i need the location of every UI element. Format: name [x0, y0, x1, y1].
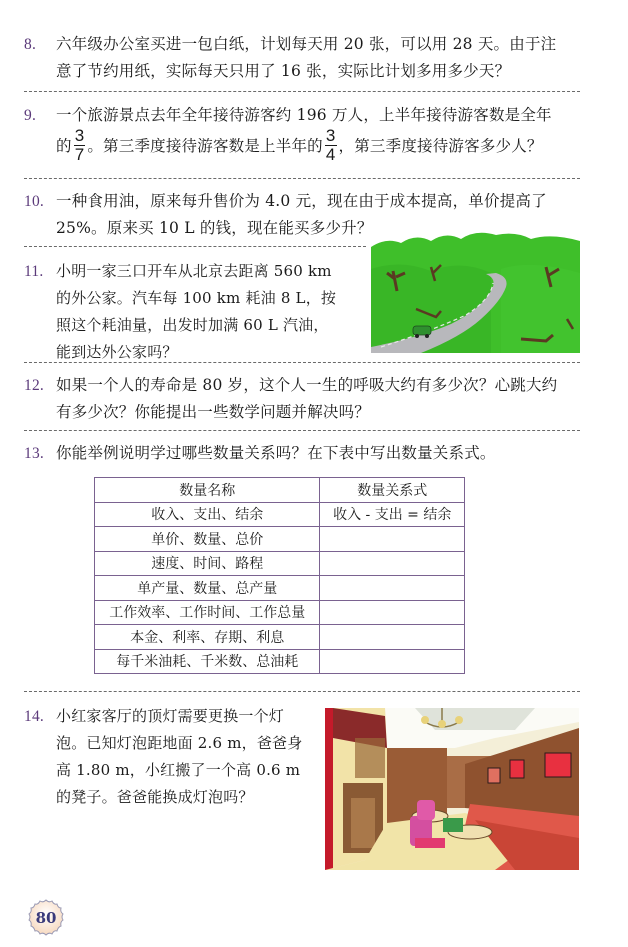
dashed-separator [24, 362, 580, 363]
dashed-separator [24, 246, 366, 247]
dashed-separator [24, 91, 580, 92]
problem-8 [24, 31, 556, 85]
problem-line: 你能举例说明学过哪些数量关系吗？在下表中写出数量关系式。 [56, 444, 496, 462]
text-segment: 。第三季度接待游客数是上半年的 [87, 137, 323, 155]
problem-number: 8. [24, 36, 37, 53]
problem-line: 小明一家三口开车从北京去距离 560 km [56, 262, 332, 280]
problem-line: 25%。原来买 10 L 的钱，现在能买多少升？ [56, 219, 373, 237]
problem-line: 照这个耗油量，出发时加满 60 L 汽油， [56, 316, 329, 334]
table-cell-empty[interactable] [320, 576, 465, 601]
problem-line: 一个旅游景点去年全年接待游客约 196 万人，上半年接待游客数是全年 [56, 106, 552, 124]
problem-line: 有多少次？你能提出一些数学问题并解决吗？ [56, 403, 371, 421]
denominator: 7 [74, 144, 85, 164]
problem-line: 意了节约用纸，实际每天只用了 16 张，实际比计划多用多少天？ [56, 62, 511, 80]
table-row [95, 502, 465, 527]
problem-line: 的外公家。汽车每 100 km 耗油 8 L，按 [56, 289, 337, 307]
page-number: 80 [35, 909, 57, 927]
table-row [95, 649, 465, 674]
problem-line: 泡。已知灯泡距地面 2.6 m，爸爸身 [56, 734, 303, 752]
forest-road-illustration [371, 229, 580, 353]
table-cell: 单价、数量、总价 [95, 527, 320, 552]
table-cell: 收入、支出、结余 [95, 502, 320, 527]
table-cell: 单产量、数量、总产量 [95, 576, 320, 601]
text-segment: ，第三季度接待游客多少人？ [338, 137, 543, 155]
living-room-image [325, 708, 579, 870]
problem-number: 11. [24, 263, 44, 280]
problem-line: 高 1.80 m，小红搬了一个高 0.6 m [56, 761, 301, 779]
problem-11 [24, 258, 336, 366]
problem-number: 10. [24, 193, 44, 210]
fraction-3-7 [74, 125, 86, 164]
table-cell-empty[interactable] [320, 551, 465, 576]
dashed-separator [24, 691, 580, 692]
table-cell-empty[interactable] [320, 625, 465, 650]
dashed-separator [24, 178, 580, 179]
problem-line: 小红家客厅的顶灯需要更换一个灯 [56, 707, 285, 725]
table-row [95, 625, 465, 650]
table-header: 数量关系式 [320, 478, 465, 503]
problem-line: 六年级办公室买进一包白纸，计划每天用 20 张，可以用 28 天。由于注 [56, 35, 557, 53]
problem-13 [24, 440, 496, 467]
table-row [95, 600, 465, 625]
table-cell-empty[interactable] [320, 600, 465, 625]
problem-14 [24, 703, 302, 811]
table-row [95, 576, 465, 601]
table-row [95, 527, 465, 552]
problem-line: 的凳子。爸爸能换成灯泡吗？ [56, 788, 254, 806]
table-header-row [95, 478, 465, 503]
numerator: 3 [325, 125, 336, 145]
problem-number: 14. [24, 708, 44, 725]
problem-line: 如果一个人的寿命是 80 岁，这个人一生的呼吸大约有多少次？心跳大约 [56, 376, 558, 394]
table-header: 数量名称 [95, 478, 320, 503]
living-room-illustration [325, 708, 579, 870]
table-cell-empty[interactable] [320, 527, 465, 552]
page-number-badge [26, 898, 66, 938]
table-cell: 工作效率、工作时间、工作总量 [95, 600, 320, 625]
problem-number: 12. [24, 377, 44, 394]
text-segment: 的 [56, 137, 72, 155]
problem-12 [24, 372, 557, 426]
fraction-3-4 [325, 125, 337, 164]
table-row [95, 551, 465, 576]
denominator: 4 [325, 144, 336, 164]
table-cell: 本金、利率、存期、利息 [95, 625, 320, 650]
forest-road-image [371, 229, 580, 353]
dashed-separator [24, 430, 580, 431]
problem-number: 9. [24, 107, 37, 124]
table-cell: 每千米油耗、千米数、总油耗 [95, 649, 320, 674]
table-cell: 速度、时间、路程 [95, 551, 320, 576]
problem-number: 13. [24, 445, 44, 462]
problem-line: 一种食用油，原来每升售价为 4.0 元，现在由于成本提高，单价提高了 [56, 192, 547, 210]
quantity-relation-table [94, 477, 465, 674]
table-cell: 收入 - 支出 = 结余 [320, 502, 465, 527]
problem-9 [24, 102, 552, 165]
numerator: 3 [74, 125, 85, 145]
problem-line: 能到达外公家吗？ [56, 343, 178, 361]
problem-line [24, 125, 552, 165]
table-cell-empty[interactable] [320, 649, 465, 674]
